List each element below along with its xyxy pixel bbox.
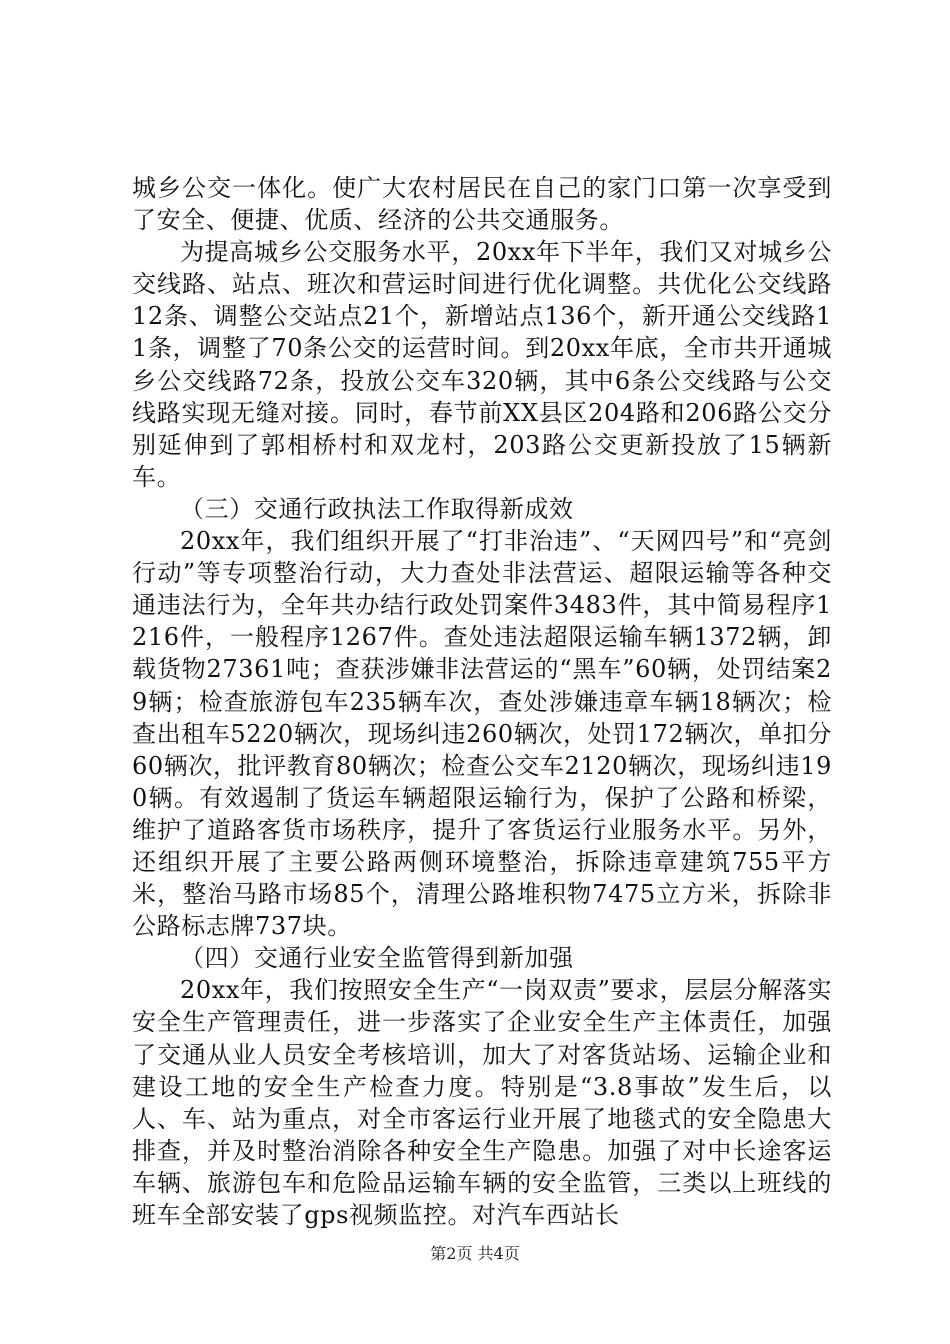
page-footer	[0, 1244, 950, 1264]
section-heading-enforcement: （三）交通行政执法工作取得新成效	[180, 494, 574, 523]
section-heading-safety: （四）交通行业安全监管得到新加强	[180, 944, 574, 973]
page-number-label: 第2页 共4页	[430, 1244, 520, 1263]
paragraph-enforcement: 20xx年，我们组织开展了“打非治违”、“天网四号”和“亮剑行动”等专项整治行动，大力查处非法营运、超限运输等各种交通违法行为，全年共办结行政处罚案件3483件，其中简易程序1216件，一般程序1267件。查处违法超限运输车辆1372辆，卸载货物27361吨；查获涉嫌非法营运的“黑车”60辆，处罚结案29辆；检查旅游包车235辆车次，查处涉嫌违章车辆18辆次；检查出租车5220辆次，现场纠违260辆次，处罚172辆次，单扣分60辆次，批评教育80辆次；检查公交车2120辆次，现场纠违190辆。有效遏制了货运车辆超限运输行为，保护了公路和桥梁，维护了道路客货市场秩序，提升了客货运行业服务水平。另外，还组织开展了主要公路两侧环境整治，拆除违章建筑755平方米，整治马路市场85个，清理公路堆积物7475立方米，拆除非公路标志牌737块。	[132, 527, 832, 941]
paragraph-safety: 20xx年，我们按照安全生产“一岗双责”要求，层层分解落实安全生产管理责任，进一步落实了企业安全生产主体责任，加强了交通从业人员安全考核培训，加大了对客货站场、运输企业和建设工地的安全生产检查力度。特别是“3.8事故”发生后，以人、车、站为重点，对全市客运行业开展了地毯式的安全隐患大排查，并及时整治消除各种安全生产隐患。加强了对中长途客运车辆、旅游包车和危险品运输车辆的安全监管，三类以上班线的班车全部安装了gps视频监控。对汽车西站长	[132, 976, 832, 1229]
document-body	[132, 172, 832, 1231]
paragraph-continuation: 城乡公交一体化。使广大农村居民在自己的家门口第一次享受到了安全、便捷、优质、经济的公共交通服务。	[132, 174, 832, 235]
paragraph-bus-optimization: 为提高城乡公交服务水平，20xx年下半年，我们又对城乡公交线路、站点、班次和营运时间进行优化调整。共优化公交线路12条、调整公交站点21个，新增站点136个，新开通公交线路11条，调整了70条公交的运营时间。到20xx年底，全市共开通城乡公交线路72条，投放公交车320辆，其中6条公交线路与公交线路实现无缝对接。同时，春节前XX县区204路和206路公交分别延伸到了郭相桥村和双龙村，203路公交更新投放了15辆新车。	[132, 238, 832, 491]
